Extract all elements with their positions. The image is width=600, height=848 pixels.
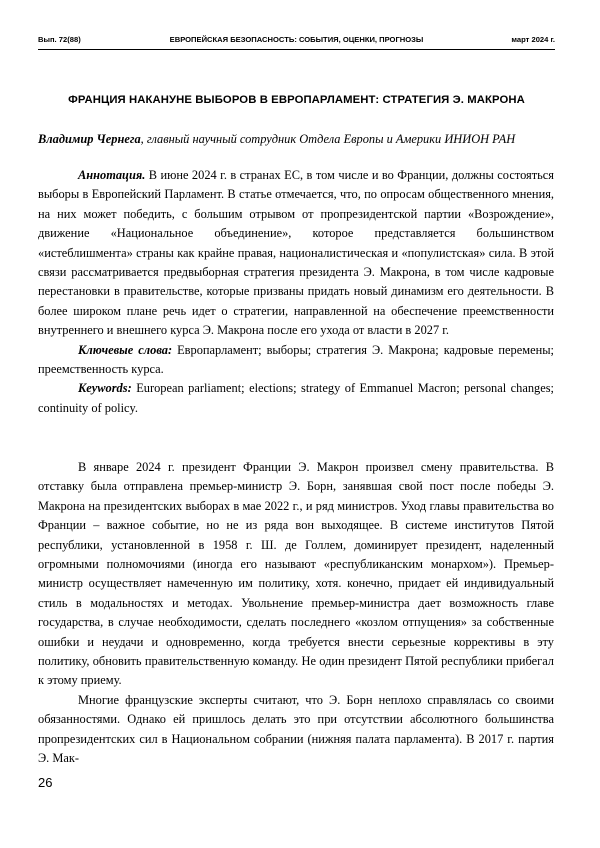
keywords-ru-label: Ключевые слова:: [78, 342, 173, 357]
abstract-section: [38, 166, 554, 418]
body-paragraph-2: Многие французские эксперты считают, что Э. Борн неплохо справлялась со своими обязанностями. Однако ей пришлось делать это при отсутствии абсолютного большинства пропрезидентских сил в Национальном собрании (нижняя палата парламента). В 2017 г. партия Э. Мак-: [38, 692, 554, 766]
keywords-en-label: Keywords:: [78, 381, 132, 396]
header-divider: [38, 49, 555, 50]
keywords-en-text: European parliament; elections; strategy of Emmanuel Macron; personal changes; continuity of policy.: [38, 381, 554, 415]
abstract-paragraph: [38, 166, 554, 341]
abstract-text: В июне 2024 г. в странах ЕС, в том числе и во Франции, должны состояться выборы в Европейский Парламент. В статье отмечается, что, по опросам общественного мнения, на них может победить, с большим отрывом от пропрезидентской партии «Возрождение», движение «Национальное объединение», которое представляется большинством «истеблишмента» страны как крайне правая, националистическая и «популистская» сила. В этой связи рассматривается предвыборная стратегия президента Э. Макрона, в том числе кадровые перестановки в правительстве, которые призваны придать новый динамизм его деятельности. В более широком плане речь идет о стратегии, направленной на обеспечение преемственности внутреннего и внешнего курса Э. Макрона после его ухода от власти в 2027 г.: [38, 168, 554, 338]
abstract-label: Аннотация.: [78, 168, 146, 182]
journal-title: ЕВРОПЕЙСКАЯ БЕЗОПАСНОСТЬ: СОБЫТИЯ, ОЦЕНКИ, ПРОГНОЗЫ: [169, 35, 424, 44]
body-paragraph-1: В январе 2024 г. президент Франции Э. Макрон произвел смену правительства. В отставку была отправлена премьер-министр Э. Борн, занявшая свой пост после победы Э. Макрона на президентских выборах в мае 2022 г., и ряд министров. Уход главы правительства во Франции – важное событие, но не из ряда вон выходящее. В системе институтов Пятой республики, установленной в 1958 г. Ш. де Голлем, доминирует президент, наделенный огромными полномочиями (иногда его называют «республиканским монархом»). Премьер-министр осуществляет намеченную им политику, хотя. конечно, придает ей индивидуальный стиль в модальностях и методах. Увольнение премьер-министра дает возможность главе государства, в случае необходимости, сделать последнего «козлом отпущения» за собственные ошибки и неудачи и одновременно, когда требуется внести серьезные коррективы в эту политику, обновить правительственную команду. Не один президент Пятой республики прибегал к этому приему.: [38, 460, 554, 688]
issue-number: Вып. 72(88): [38, 35, 81, 44]
keywords-ru-paragraph: [38, 341, 554, 380]
keywords-ru-text: Европарламент; выборы; стратегия Э. Макрона; кадровые перемены; преемственность курса.: [38, 342, 554, 377]
body-section: [38, 458, 554, 769]
author-name: Владимир Чернега: [38, 132, 141, 146]
issue-date: март 2024 г.: [511, 35, 555, 44]
running-header: [38, 35, 555, 47]
keywords-en-paragraph: [38, 379, 554, 418]
author-line: [38, 132, 515, 147]
author-affiliation: , главный научный сотрудник Отдела Европы и Америки ИНИОН РАН: [140, 132, 516, 146]
page-number: 26: [38, 775, 53, 790]
article-title: ФРАНЦИЯ НАКАНУНЕ ВЫБОРОВ В ЕВРОПАРЛАМЕНТ: СТРАТЕГИЯ Э. МАКРОНА: [68, 94, 525, 106]
